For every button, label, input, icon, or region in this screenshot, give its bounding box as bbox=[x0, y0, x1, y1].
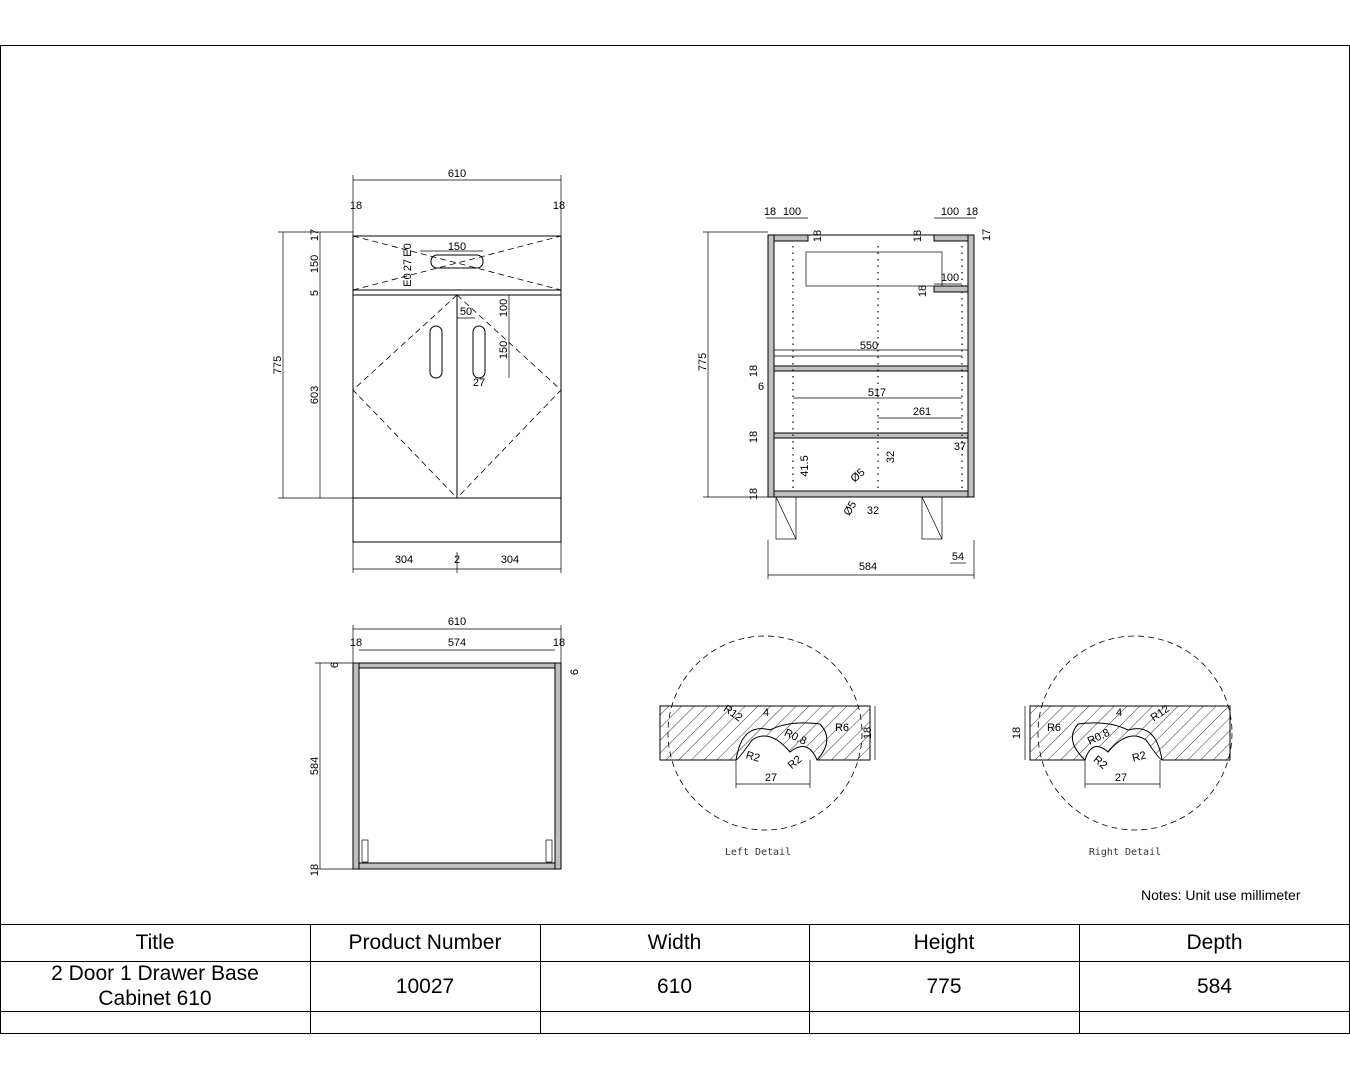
front-handle-width: 150 bbox=[447, 241, 467, 253]
value-height: 775 bbox=[926, 974, 962, 998]
right-radius-small-a: R2 bbox=[1090, 753, 1110, 772]
front-overall-width: 610 bbox=[447, 168, 467, 180]
side-top-thickness: 17 bbox=[981, 228, 993, 242]
notes-text: Notes: Unit use millimeter bbox=[1141, 887, 1301, 903]
right-radius-outer: R6 bbox=[1046, 722, 1062, 734]
right-radius-inner: R0.8 bbox=[1085, 726, 1112, 748]
side-hinge-offset: 37 bbox=[953, 441, 967, 453]
side-base-thickness: 18 bbox=[748, 487, 760, 501]
side-shelf-support-width: 100 bbox=[940, 272, 960, 284]
side-shelf-setback: 6 bbox=[757, 381, 765, 393]
value-product-number: 10027 bbox=[395, 974, 455, 998]
left-detail bbox=[660, 636, 875, 858]
side-overall-depth: 584 bbox=[858, 561, 878, 573]
side-kick-depth: 54 bbox=[951, 551, 965, 563]
right-detail bbox=[1011, 636, 1232, 858]
front-door-handle-length: 150 bbox=[498, 340, 510, 360]
header-product-number: Product Number bbox=[348, 931, 502, 954]
side-rail-b: 18 bbox=[912, 229, 924, 243]
left-radius-small-a: R2 bbox=[744, 749, 762, 765]
side-side-right: 18 bbox=[965, 206, 979, 218]
side-shelf-thickness: 18 bbox=[748, 364, 760, 378]
front-door-handle-top: 100 bbox=[498, 298, 510, 318]
side-rail-width-right: 100 bbox=[940, 206, 960, 218]
left-depth: 4 bbox=[762, 707, 770, 719]
plan-overall-depth: 584 bbox=[309, 756, 321, 776]
side-hole-diameter-b: Ø5 bbox=[841, 499, 860, 518]
right-thickness: 18 bbox=[1011, 726, 1023, 740]
right-width: 27 bbox=[1114, 772, 1128, 784]
plan-overall-width: 610 bbox=[447, 616, 467, 628]
left-radius-large: R12 bbox=[721, 702, 745, 725]
side-view bbox=[697, 206, 993, 579]
plan-view bbox=[309, 616, 581, 876]
left-detail-caption: Left Detail bbox=[724, 847, 792, 858]
plan-side-right: 18 bbox=[552, 637, 566, 649]
side-inner-depth: 517 bbox=[867, 387, 887, 399]
front-gap: 5 bbox=[309, 289, 321, 297]
front-drawer-height: 150 bbox=[309, 254, 321, 274]
side-shelf-support-thickness: 18 bbox=[917, 284, 929, 298]
front-side-left: 18 bbox=[349, 200, 363, 212]
front-handle-offset-c: E0 bbox=[402, 273, 414, 287]
front-handle-offset-a: E0 bbox=[402, 243, 414, 257]
left-radius-outer: R6 bbox=[834, 722, 850, 734]
side-hole-diameter: Ø5 bbox=[848, 466, 868, 486]
header-height: Height bbox=[913, 931, 975, 954]
side-rail-width-left: 100 bbox=[782, 206, 802, 218]
front-door-height: 603 bbox=[309, 385, 321, 405]
value-width: 610 bbox=[656, 974, 693, 998]
plan-front-thickness: 6 bbox=[569, 668, 581, 676]
left-width: 27 bbox=[764, 772, 778, 784]
value-title: 2 Door 1 Drawer Base Cabinet 610 bbox=[51, 962, 259, 1010]
right-radius-large: R12 bbox=[1148, 702, 1172, 725]
side-rail-a: 18 bbox=[812, 229, 824, 243]
right-detail-caption: Right Detail bbox=[1088, 847, 1162, 858]
front-handle-offset-b: 27 bbox=[402, 258, 414, 272]
side-shelf-depth: 550 bbox=[859, 340, 879, 352]
plan-inner-width: 574 bbox=[447, 637, 467, 649]
front-door-width-left: 304 bbox=[394, 554, 414, 566]
left-radius-inner: R0.8 bbox=[782, 726, 809, 748]
right-radius-small-b: R2 bbox=[1130, 749, 1148, 765]
side-side-left: 18 bbox=[763, 206, 777, 218]
front-side-right: 18 bbox=[552, 200, 566, 212]
side-overall-height: 775 bbox=[697, 352, 709, 372]
right-depth: 4 bbox=[1115, 707, 1123, 719]
front-door-gap: 2 bbox=[453, 554, 461, 566]
side-hole-offset: 32 bbox=[885, 450, 897, 464]
front-top-thickness: 17 bbox=[309, 228, 321, 242]
front-view bbox=[272, 168, 565, 573]
header-width: Width bbox=[647, 931, 702, 954]
front-door-handle-spacing: 27 bbox=[472, 377, 486, 389]
left-thickness: 18 bbox=[862, 726, 874, 740]
left-radius-small-b: R2 bbox=[785, 753, 805, 772]
header-depth: Depth bbox=[1186, 931, 1243, 954]
front-overall-height: 775 bbox=[272, 355, 284, 375]
front-door-handle-offset: 50 bbox=[459, 306, 473, 318]
sheet-border bbox=[1, 46, 1350, 1034]
title-block bbox=[0, 924, 1350, 1034]
front-door-width-right: 304 bbox=[500, 554, 520, 566]
value-depth: 584 bbox=[1196, 974, 1233, 998]
side-center-offset: 261 bbox=[912, 406, 932, 418]
side-hole-spacing: 41.5 bbox=[799, 455, 811, 477]
plan-panel-thickness: 18 bbox=[309, 863, 321, 877]
plan-side-left: 18 bbox=[349, 637, 363, 649]
plan-back-thickness: 6 bbox=[329, 661, 341, 669]
side-hole-offset-b: 32 bbox=[866, 505, 880, 517]
header-title: Title bbox=[135, 931, 175, 954]
side-bottom-shelf-thickness: 18 bbox=[748, 430, 760, 444]
